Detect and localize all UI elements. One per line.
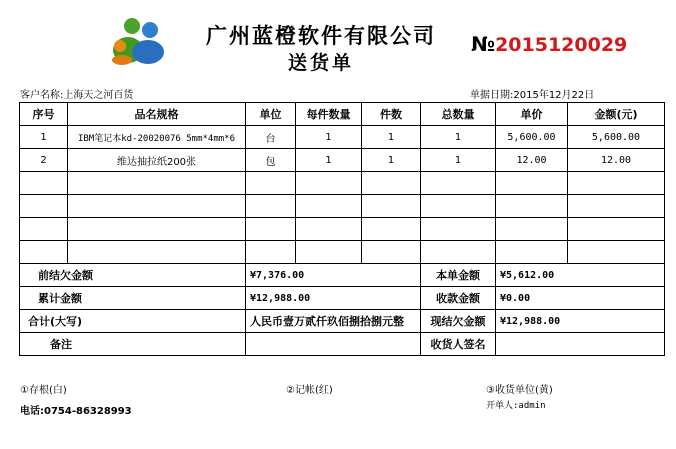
col-header-seq: 序号 xyxy=(20,103,68,126)
col-header-unit: 单位 xyxy=(246,103,296,126)
cell-unit: 台 xyxy=(246,126,296,149)
number-prefix: № xyxy=(471,32,496,56)
copy-receiver: ③收货单位(黄) xyxy=(486,385,553,396)
cell-total-qty: 1 xyxy=(421,126,496,149)
cell-unit-price: 5,600.00 xyxy=(496,126,568,149)
document-title: 送货单 xyxy=(287,52,354,74)
messenger-logo-icon xyxy=(108,16,170,66)
remarks-value xyxy=(246,333,421,356)
table-row-empty xyxy=(20,195,665,218)
cell-seq: 2 xyxy=(20,149,68,172)
document-number xyxy=(471,32,627,56)
summary-row-4 xyxy=(20,333,665,356)
delivery-table xyxy=(19,102,665,356)
cell-per-piece: 1 xyxy=(296,126,362,149)
table-row xyxy=(20,126,665,149)
current-balance-value: ¥12,988.00 xyxy=(496,310,665,333)
this-amount-label: 本单金额 xyxy=(421,264,496,287)
copy-accounting: ②记帐(红) xyxy=(286,385,333,396)
cell-amount: 12.00 xyxy=(568,149,665,172)
cell-product: IBM笔记本kd-20020076 5mm*4mm*6 xyxy=(68,126,246,149)
table-row xyxy=(20,149,665,172)
col-header-amount: 金额(元) xyxy=(568,103,665,126)
cumulative-value: ¥12,988.00 xyxy=(246,287,421,310)
col-header-unit-price: 单价 xyxy=(496,103,568,126)
cell-amount: 5,600.00 xyxy=(568,126,665,149)
cell-unit-price: 12.00 xyxy=(496,149,568,172)
document-date: 单据日期:2015年12月22日 xyxy=(470,90,595,101)
received-label: 收款金额 xyxy=(421,287,496,310)
this-amount-value: ¥5,612.00 xyxy=(496,264,665,287)
table-row-empty xyxy=(20,172,665,195)
cell-per-piece: 1 xyxy=(296,149,362,172)
table-header-row xyxy=(20,103,665,126)
cell-unit: 包 xyxy=(246,149,296,172)
cumulative-label: 累计金额 xyxy=(20,287,246,310)
receiver-sign-value xyxy=(496,333,665,356)
col-header-total-qty: 总数量 xyxy=(421,103,496,126)
summary-row-2 xyxy=(20,287,665,310)
table-row-empty xyxy=(20,218,665,241)
table-row-empty xyxy=(20,241,665,264)
cell-total-qty: 1 xyxy=(421,149,496,172)
total-caps-label: 合计(大写) xyxy=(20,310,246,333)
cell-seq: 1 xyxy=(20,126,68,149)
summary-row-3 xyxy=(20,310,665,333)
col-header-per-piece: 每件数量 xyxy=(296,103,362,126)
cell-pieces: 1 xyxy=(362,126,421,149)
copy-stub: ①存根(白) xyxy=(20,385,67,396)
prev-balance-value: ¥7,376.00 xyxy=(246,264,421,287)
total-caps-value: 人民币壹万贰仟玖佰捌拾捌元整 xyxy=(246,310,421,333)
company-name: 广州蓝橙软件有限公司 xyxy=(206,23,436,48)
document-number-value: 2015120029 xyxy=(495,34,628,56)
col-header-pieces: 件数 xyxy=(362,103,421,126)
remarks-label: 备注 xyxy=(20,333,246,356)
summary-row-1 xyxy=(20,264,665,287)
prev-balance-label: 前结欠金额 xyxy=(20,264,246,287)
cell-pieces: 1 xyxy=(362,149,421,172)
cell-product: 维达抽拉纸200张 xyxy=(68,149,246,172)
phone-number: 电话:0754-86328993 xyxy=(20,406,132,417)
current-balance-label: 现结欠金额 xyxy=(421,310,496,333)
customer-name: 客户名称:上海天之河百货 xyxy=(20,90,134,101)
col-header-product: 品名规格 xyxy=(68,103,246,126)
issuer: 开单人:admin xyxy=(486,401,546,411)
receiver-sign-label: 收货人签名 xyxy=(421,333,496,356)
received-value: ¥0.00 xyxy=(496,287,665,310)
